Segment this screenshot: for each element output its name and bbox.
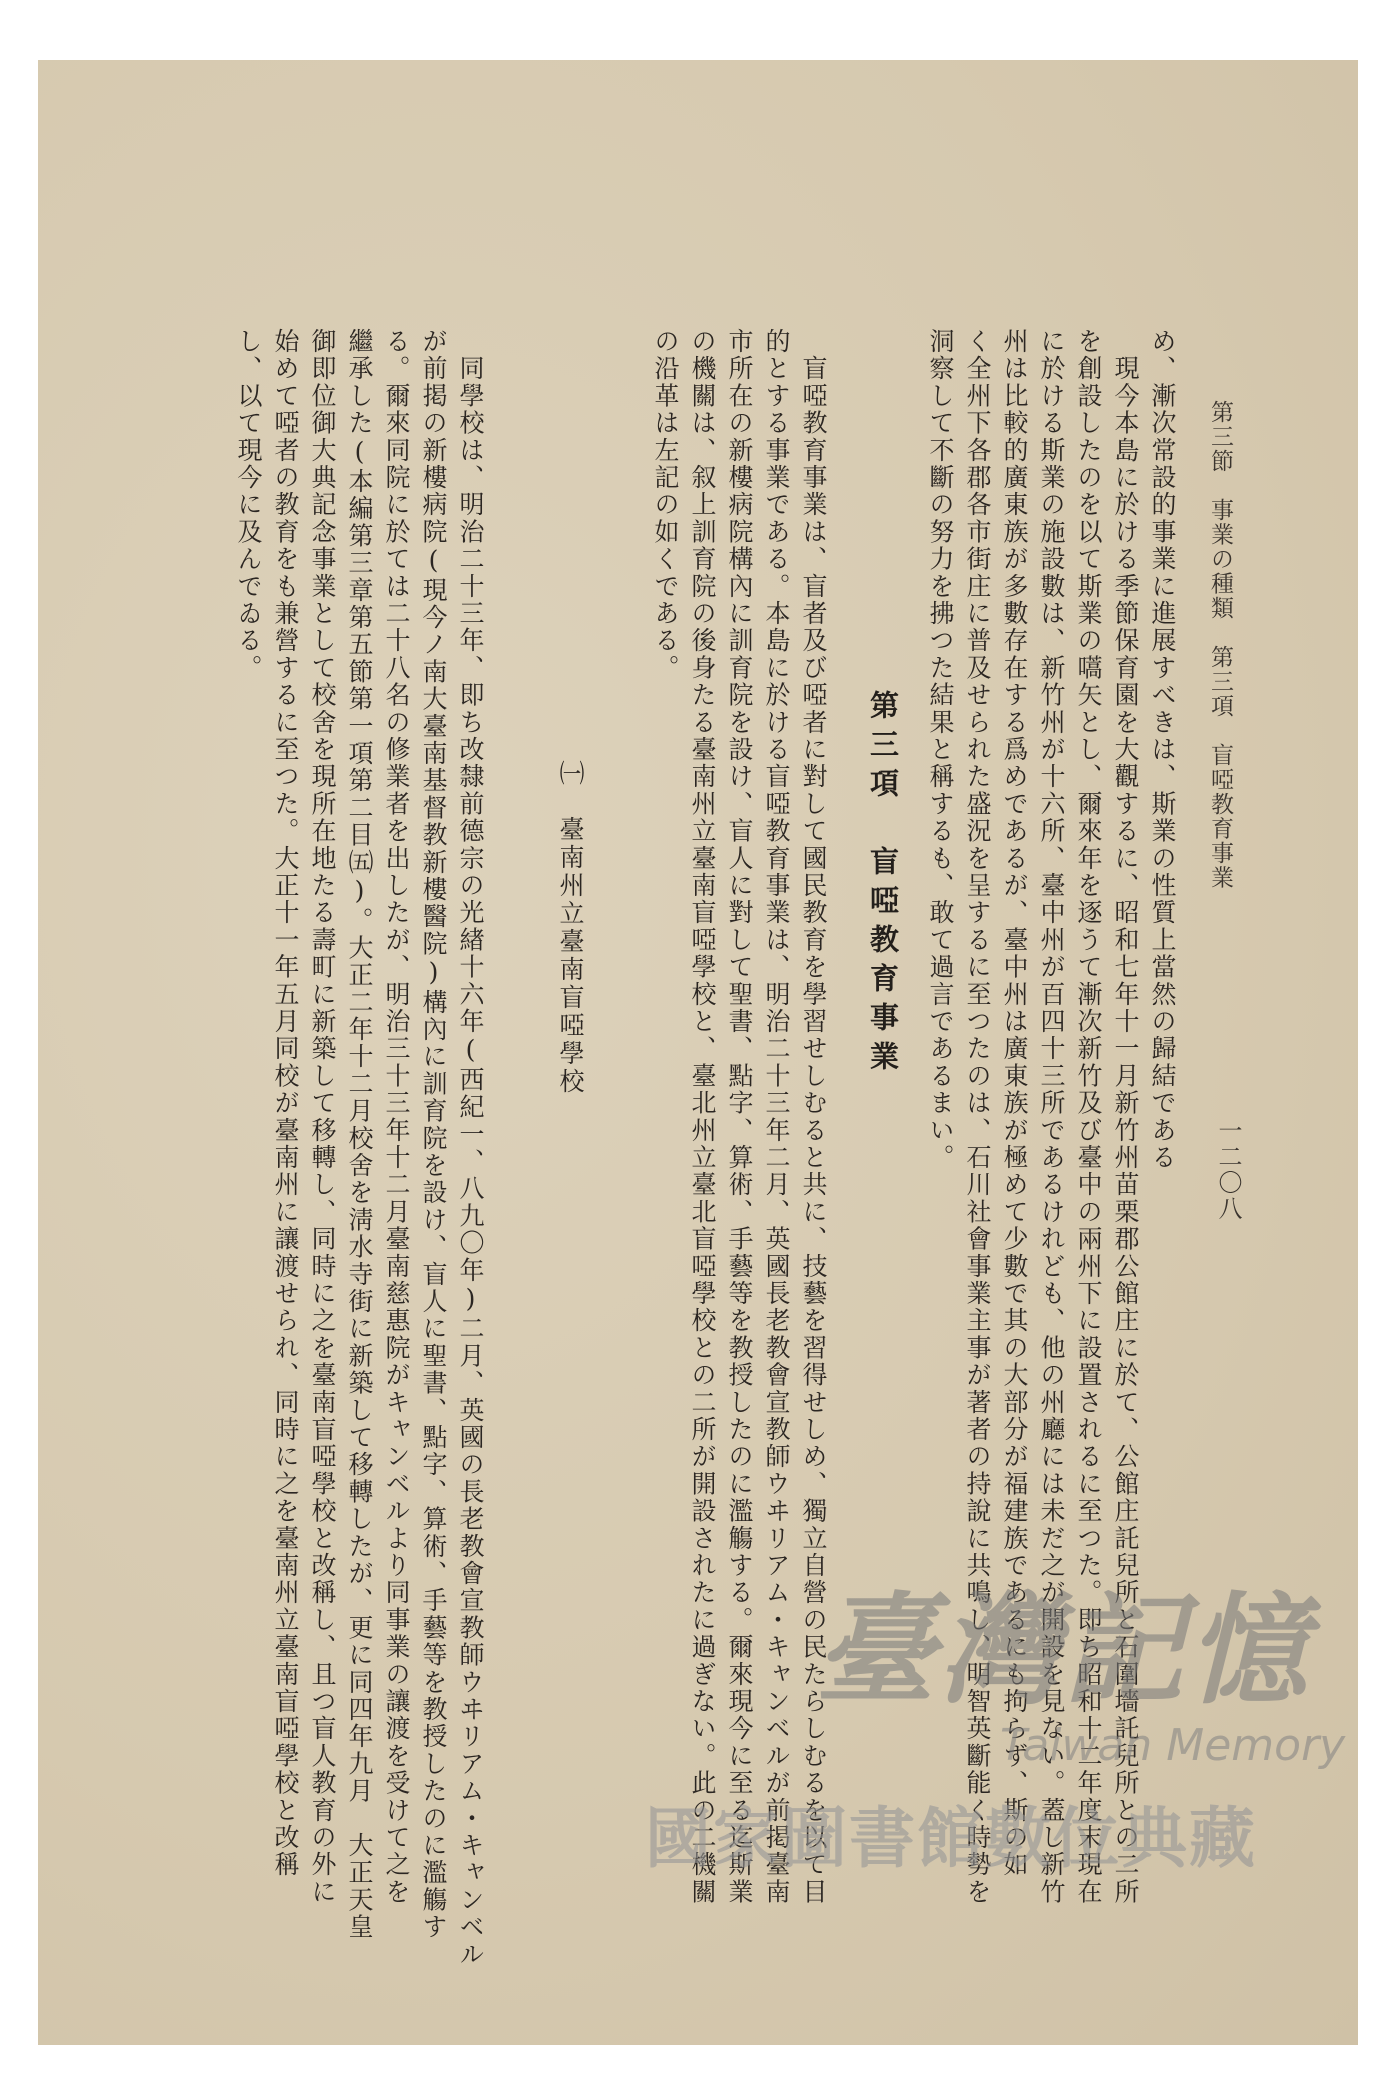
text-column-9: 的とする事業である。本島に於ける盲啞教育事業は、明治二十三年二月、英國長老教會宣教師ウヰリアム・キャンベルが前掲臺南 [762, 328, 791, 1906]
text-column-1: め、漸次常設的事業に進展すべきは、斯業の性質上當然の歸結である [1148, 328, 1177, 1172]
text-column-15: る。爾來同院に於ては二十八名の修業者を出したが、明治三十三年十二月臺南慈惠院がキャンベルより同事業の讓渡を受けて之を [382, 328, 411, 1906]
text-column-17: 御即位御大典記念事業として校舍を現所在地たる壽町に新築して移轉し、同時に之を臺南盲啞學校と改稱し、且つ盲人教育の外に [308, 328, 337, 1906]
section-title: 第三項 盲啞教育事業 [866, 690, 900, 1080]
watermark-logo: 臺灣記憶 [815, 1582, 1311, 1721]
page-number: 一二〇八 [1214, 1118, 1242, 1222]
text-column-18: 始めて啞者の教育をも兼營するに至つた。大正十一年五月同校が臺南州に讓渡せられ、同時に之を臺南州立臺南盲啞學校と改稱 [271, 328, 300, 1879]
text-column-19: し、以て現今に及んでゐる。 [234, 328, 263, 682]
watermark-english: Taiwan Memory [1000, 1720, 1346, 1771]
text-column-7: 洞察して不斷の努力を拂つた結果と稱するも、敢て過言であるまい。 [926, 328, 955, 1172]
running-head: 第三節 事業の種類 第三項 盲啞教育事業 [1207, 400, 1233, 890]
text-column-8: 盲啞教育事業は、盲者及び啞者に對して國民教育を學習せしむると共に、技藝を習得せしめ、獨立自營の民たらしむるを以て目 [799, 328, 828, 1906]
watermark-institution: 國家圖書館數位典藏 [645, 1800, 1257, 1877]
text-column-5: 州は比較的廣東族が多數存在する爲めであるが、臺中州は廣東族が極めて少數で其の大部分が福建族であるにも拘らず、斯の如 [1000, 328, 1029, 1879]
text-column-10: 市所在の新樓病院構內に訓育院を設け、盲人に對して聖書、點字、算術、手藝等を教授したのに濫觴する。爾來現今に至る迄斯業 [725, 328, 754, 1906]
subheading: ㈠ 臺南州立臺南盲啞學校 [556, 760, 585, 1096]
text-column-13: 同學校は、明治二十三年、即ち改隸前德宗の光緖十六年(西紀一、八九〇年)二月、英國の長老教會宣教師ウヰリアム・キャンベル [456, 328, 485, 1968]
text-column-4: に於ける斯業の施設數は、新竹州が十六所、臺中州が百四十三所であるけれども、他の州廳には未だ之が開設を見ない。蓋し新竹 [1037, 328, 1066, 1906]
text-column-6: く全州下各郡各市街庄に普及せられた盛況を呈するに至つたのは、石川社會事業主事が著者の持說に共鳴し、明智英斷能く時勢を [963, 328, 992, 1906]
text-column-16: 繼承した(本編第三章第五節第一項第二目㈤)。大正二年十二月校舍を淸水寺街に新築して移轉したが、更に同四年九月 大正天皇 [345, 328, 374, 1941]
text-column-14: が前掲の新樓病院(現今ノ南大臺南基督教新樓醫院)構內に訓育院を設け、盲人に聖書、點字、算術、手藝等を教授したのに濫觴す [419, 328, 448, 1941]
text-column-3: を創設したのを以て斯業の嚆矢とし、爾來年を逐うて漸次新竹及び臺中の兩州下に設置されるに至つた。即ち昭和十二年度末現在 [1074, 328, 1103, 1906]
text-column-2: 現今本島に於ける季節保育園を大觀するに、昭和七年十一月新竹州苗栗郡公館庄に於て、公館庄託兒所と石圍墻託兒所との二所 [1111, 328, 1140, 1906]
text-column-11: の機關は、叙上訓育院の後身たる臺南州立臺南盲啞學校と、臺北州立臺北盲啞學校との二所が開設されたに過ぎない。此の二機關 [688, 328, 717, 1906]
text-column-12: の沿革は左記の如くである。 [651, 328, 680, 682]
